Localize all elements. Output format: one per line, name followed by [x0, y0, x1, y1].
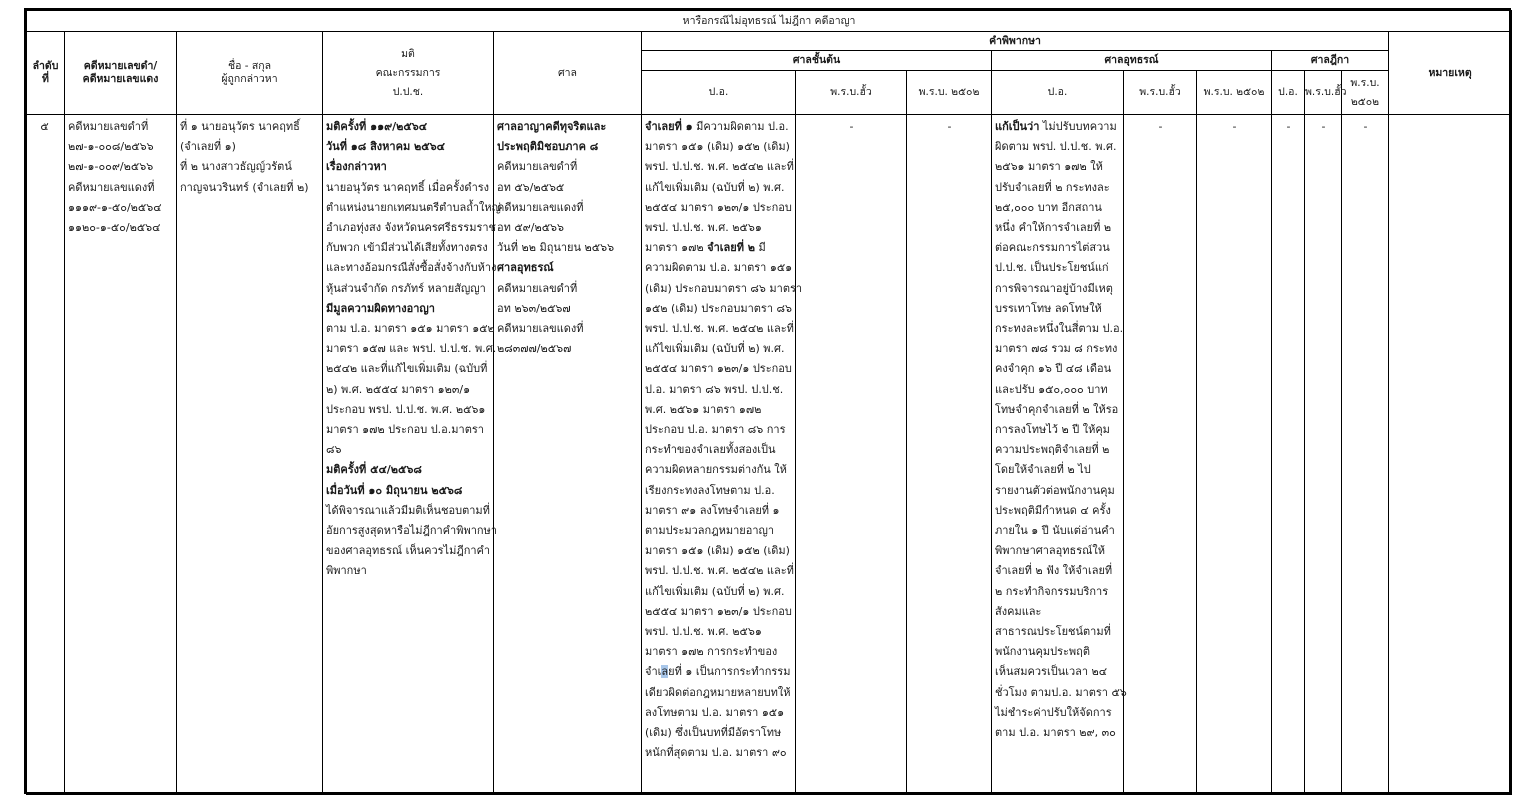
text-segment: ๒๕๕๔ มาตรา ๑๒๓/๑ ประกอบ	[645, 200, 792, 214]
text-segment: พ.ศ. ๒๕๖๑ มาตรา ๑๗๒	[645, 402, 762, 416]
appeal-penal-line	[995, 339, 1121, 359]
first-penal-line	[645, 541, 793, 561]
text-segment: มาตรา ๗๘ รวม ๘ กระทง	[995, 342, 1118, 356]
first-penal-line	[645, 420, 793, 440]
text-segment: มาตรา ๙๑ ลงโทษจำเลยที่ ๑	[645, 503, 780, 517]
court-text	[497, 117, 639, 359]
header-appeal-penal: ป.อ.	[992, 71, 1124, 115]
text-segment: ๒๕๖๑ มาตรา ๑๗๒ ให้	[995, 160, 1103, 174]
resolution-line: อัยการสูงสุดหารือไม่ฎีกาคำพิพากษา	[326, 524, 497, 538]
header-order-line: ที่	[42, 73, 49, 85]
text-segment: พรป. ป.ป.ช. พ.ศ. ๒๕๔๒ และที่	[645, 160, 794, 174]
appeal-penal-line	[995, 602, 1121, 622]
text-segment: ไม่ปรับบทความ	[1039, 120, 1117, 133]
header-first-court: ศาลชั้นต้น	[642, 51, 992, 71]
first-penal-line	[645, 662, 793, 682]
header-appeal-act-2502: พ.ร.บ. ๒๕๐๒	[1197, 71, 1272, 115]
text-segment: มี	[755, 241, 766, 255]
appeal-penal-text	[995, 117, 1127, 743]
text-segment: ผิดตาม พรป. ป.ป.ช. พ.ศ.	[995, 140, 1117, 154]
text-segment: กระทงละหนึ่งในสี่ตาม ป.อ.	[995, 322, 1124, 336]
row-appeal-penal	[992, 115, 1127, 795]
header-appeal-act-old: พ.ร.บ.ฮั้ว	[1124, 71, 1197, 115]
text-segment: จำเลยที่ ๑	[645, 120, 693, 133]
header-name-line: ผู้ถูกกล่าวหา	[221, 73, 278, 85]
appeal-penal-line	[995, 258, 1121, 278]
text-segment: สาธารณประโยชน์ตามที่	[995, 625, 1111, 639]
text-segment: โทษจำคุกจำเลยที่ ๒ ให้รอ	[995, 402, 1119, 416]
appeal-penal-line	[995, 319, 1124, 339]
resolution-line: หุ้นส่วนจำกัด กรภัทร์ หลายสัญญา	[326, 281, 486, 295]
appeal-penal-line	[995, 178, 1121, 198]
court-line: ศาลอาญาคดีทุจริตและ	[497, 120, 607, 133]
appeal-penal-line	[995, 481, 1121, 501]
header-case-no	[65, 32, 177, 115]
text-segment: แก้ไขเพิ่มเติม (ฉบับที่ ๒) พ.ศ.	[645, 180, 785, 194]
appeal-penal-line	[995, 622, 1121, 642]
text-segment: จำเลยที่ ๒ ฟัง ให้จำเลยที่	[995, 564, 1113, 578]
first-penal-line	[645, 380, 793, 400]
appeal-penal-line	[995, 561, 1121, 581]
text-segment: รายงานตัวต่อพนักงานคุม	[995, 483, 1115, 497]
header-order	[27, 32, 65, 115]
dash-value: -	[849, 120, 854, 133]
text-segment: พรป. ป.ป.ช. พ.ศ. ๒๕๖๑	[645, 625, 762, 639]
case-no-line: ๑๑๒๐-๑-๕๐/๒๕๖๔	[68, 221, 161, 235]
text-segment: ๒๕,๐๐๐ บาท อีกสถาน	[995, 200, 1102, 214]
text-segment: หนักที่สุดตาม ป.อ. มาตรา ๙๐	[645, 746, 787, 760]
first-penal-line	[645, 319, 793, 339]
text-segment: ๒ กระทำกิจกรรมบริการ	[995, 584, 1109, 598]
table-row	[27, 115, 1512, 795]
text-segment: ตามประมวลกฎหมายอาญา	[645, 524, 775, 538]
row-name	[177, 115, 323, 795]
first-penal-line	[645, 521, 793, 541]
first-penal-line	[645, 561, 793, 581]
resolution-line: ๒๕๔๒ และที่แก้ไขเพิ่มเติม (ฉบับที่	[326, 362, 488, 376]
first-penal-line	[645, 582, 793, 602]
resolution-line: ตาม ป.อ. มาตรา ๑๕๑ มาตรา ๑๕๒	[326, 322, 495, 336]
court-line: ๒๘๓๗๗/๒๕๖๗	[497, 342, 572, 356]
text-segment: จำเ	[645, 665, 662, 679]
header-order-line: ลำดับ	[32, 60, 59, 72]
court-line: คดีหมายเลขแดงที่	[497, 200, 584, 214]
first-penal-line	[645, 359, 793, 379]
text-segment: เรียงกระทงลงโทษตาม ป.อ.	[645, 483, 775, 497]
first-penal-line	[645, 723, 793, 743]
text-segment: พรป. ป.ป.ช. พ.ศ. ๒๕๔๒ และที่	[645, 322, 794, 336]
appeal-penal-line	[995, 198, 1121, 218]
text-segment: ความผิดหลายกรรมต่างกัน ให้	[645, 463, 787, 477]
text-segment: ความผิดตาม ป.อ. มาตรา ๑๕๑	[645, 261, 793, 275]
header-supreme-act-2502	[1342, 71, 1389, 115]
resolution-line: เมื่อวันที่ ๑๐ มิถุนายน ๒๕๖๘	[326, 483, 463, 497]
row-order: ๕	[27, 115, 65, 795]
resolution-line: ได้พิจารณาแล้วมีมติเห็นชอบตามที่	[326, 503, 490, 517]
text-segment: ยที่ ๑ เป็นการกระทำกรรม	[668, 665, 791, 679]
table-title: หารือกรณีไม่อุทธรณ์ ไม่ฎีกา คดีอาญา	[27, 11, 1512, 32]
resolution-line: ๘๖	[326, 443, 342, 457]
text-segment: ความประพฤติจำเลยที่ ๒	[995, 443, 1110, 457]
court-line: ประพฤติมิชอบภาค ๘	[497, 140, 599, 154]
appeal-penal-line	[995, 440, 1121, 460]
text-segment: ภายใน ๑ ปี นับแต่อ่านคำ	[995, 524, 1115, 538]
text-segment: แก้ไขเพิ่มเติม (ฉบับที่ ๒) พ.ศ.	[645, 584, 785, 598]
row-supreme-penal	[1272, 115, 1305, 795]
appeal-penal-line	[995, 400, 1121, 420]
first-penal-line	[645, 743, 793, 763]
first-penal-line	[645, 642, 793, 662]
resolution-line: มติครั้งที่ ๕๔/๒๕๖๘	[326, 463, 422, 477]
resolution-line: กับพวก เข้ามีส่วนได้เสียทั้งทางตรง	[326, 241, 488, 255]
appeal-penal-line	[995, 683, 1127, 703]
appeal-penal-line	[995, 359, 1121, 379]
first-penal-text	[645, 117, 803, 764]
first-penal-line	[645, 157, 793, 177]
appeal-penal-line	[995, 117, 1121, 137]
row-appeal-act-2502	[1197, 115, 1272, 795]
text-segment: ๑๕๒ (เดิม) ประกอบมาตรา ๘๖	[645, 301, 792, 315]
text-segment: กระทำของจำเลยทั้งสองเป็น	[645, 443, 776, 457]
appeal-penal-line	[995, 501, 1121, 521]
text-segment: ป.อ. มาตรา ๘๖ พรป. ป.ป.ช.	[645, 382, 784, 396]
text-segment: มาตรา ๑๕๑ (เดิม) ๑๕๒ (เดิม)	[645, 140, 790, 154]
first-penal-line	[645, 137, 793, 157]
appeal-penal-line	[995, 299, 1121, 319]
name-line: (จำเลยที่ ๑)	[180, 140, 236, 154]
appeal-penal-line	[995, 238, 1121, 258]
header-supreme-court: ศาลฎีกา	[1272, 51, 1389, 71]
header-resolution-line: มติ	[401, 47, 415, 60]
dash-value: -	[947, 120, 952, 133]
resolution-line: มาตรา ๑๕๗ และ พรป. ป.ป.ช. พ.ศ.	[326, 342, 497, 356]
row-supreme-act-2502	[1342, 115, 1389, 795]
header-supreme-act-line: ๒๕๐๒	[1350, 95, 1380, 108]
case-no-line: ๒๗-๑-๐๐๘/๒๕๖๖	[68, 140, 154, 154]
header-judgment: คำพิพากษา	[642, 32, 1389, 51]
header-remarks: หมายเหตุ	[1389, 32, 1512, 115]
header-court: ศาล	[494, 32, 642, 115]
appeal-penal-line	[995, 380, 1121, 400]
row-first-penal	[642, 115, 803, 795]
row-court	[494, 115, 642, 795]
court-line: อท ๕๖/๒๕๖๕	[497, 180, 565, 194]
text-segment: ไม่ชำระค่าปรับให้จัดการ	[995, 705, 1112, 719]
appeal-penal-line	[995, 137, 1121, 157]
first-penal-line	[645, 299, 793, 319]
first-penal-line	[645, 218, 793, 238]
text-segment: การพิจารณาอยู่บ้างมีเหตุ	[995, 281, 1113, 295]
resolution-line: พิพากษา	[326, 564, 367, 578]
first-penal-line	[645, 339, 793, 359]
text-segment: โดยให้จำเลยที่ ๒ ไป	[995, 463, 1091, 477]
header-name-line: ชื่อ - สกุล	[227, 60, 272, 72]
text-segment: พรป. ป.ป.ช. พ.ศ. ๒๕๔๒ และที่	[645, 564, 794, 578]
court-line: อท ๕๙/๒๕๖๖	[497, 221, 564, 235]
resolution-line: ประกอบ พรป. ป.ป.ช. พ.ศ. ๒๕๖๑	[326, 402, 486, 416]
header-appeal-court: ศาลอุทธรณ์	[992, 51, 1272, 71]
header-case-no-line: คดีหมายเลขดำ/	[83, 60, 158, 72]
text-segment: หนึ่ง คำให้การจำเลยที่ ๒	[995, 221, 1112, 235]
first-penal-line	[645, 117, 793, 137]
text-segment: ปรับจำเลยที่ ๒ กระทงละ	[995, 180, 1110, 194]
text-segment: ตาม ป.อ. มาตรา ๒๙, ๓๐	[995, 726, 1116, 740]
first-penal-line	[645, 198, 793, 218]
text-segment: (เดิม) ประกอบมาตรา ๘๖ มาตรา	[645, 281, 803, 295]
court-line: วันที่ ๒๒ มิถุนายน ๒๕๖๖	[497, 241, 615, 255]
resolution-line: เรื่องกล่าวหา	[326, 160, 387, 174]
row-supreme-act-old	[1305, 115, 1342, 795]
first-penal-line	[645, 683, 793, 703]
first-penal-line	[645, 481, 793, 501]
first-penal-line	[645, 460, 793, 480]
header-name	[177, 32, 323, 115]
text-segment: ต่อคณะกรรมการไต่สวน	[995, 241, 1110, 255]
appeal-penal-line	[995, 723, 1121, 743]
header-first-act-old: พ.ร.บ.ฮั้ว	[796, 71, 907, 115]
first-penal-line	[645, 279, 803, 299]
first-penal-line	[645, 501, 793, 521]
text-selection-highlight: ล	[661, 665, 669, 679]
resolution-line: อำเภอทุ่งสง จังหวัดนครศรีธรรมราช	[326, 221, 497, 235]
header-first-act-2502: พ.ร.บ. ๒๕๐๒	[907, 71, 992, 115]
text-segment: มาตรา ๑๕๑ (เดิม) ๑๕๒ (เดิม)	[645, 544, 790, 558]
text-segment: แก้ไขเพิ่มเติม (ฉบับที่ ๒) พ.ศ.	[645, 342, 785, 356]
row-resolution	[323, 115, 502, 795]
row-remarks	[1389, 115, 1512, 795]
text-segment: เดียวผิดต่อกฎหมายหลายบทให้	[645, 685, 791, 699]
text-segment: ๒๕๕๔ มาตรา ๑๒๓/๑ ประกอบ	[645, 604, 792, 618]
dash-value: -	[1158, 120, 1163, 133]
header-resolution-line: คณะกรรมการ	[375, 66, 441, 79]
document-table-frame	[24, 8, 1511, 794]
resolution-line: มติครั้งที่ ๑๑๙/๒๕๖๔	[326, 120, 428, 133]
text-segment: พนักงานคุมประพฤติ	[995, 645, 1090, 659]
dash-value: -	[1232, 120, 1237, 133]
first-penal-line	[645, 178, 793, 198]
dash-value: -	[1363, 120, 1368, 133]
dash-value: -	[1321, 120, 1326, 133]
resolution-line: วันที่ ๑๘ สิงหาคม ๒๕๖๔	[326, 140, 445, 154]
text-segment: ป.ป.ช. เป็นประโยชน์แก่	[995, 261, 1109, 275]
first-penal-line	[645, 703, 793, 723]
first-penal-line	[645, 440, 793, 460]
resolution-text	[326, 117, 502, 582]
header-supreme-act-line: พ.ร.บ.	[1350, 76, 1380, 89]
dash-value: -	[1286, 120, 1291, 133]
appeal-penal-line	[995, 642, 1121, 662]
court-line: ศาลอุทธรณ์	[497, 261, 554, 275]
text-segment: การลงโทษไว้ ๒ ปี ให้คุม	[995, 423, 1110, 437]
row-first-act-old	[796, 115, 907, 795]
court-line: คดีหมายเลขแดงที่	[497, 322, 584, 336]
case-table	[26, 10, 1512, 795]
appeal-penal-line	[995, 582, 1121, 602]
resolution-line: ตำแหน่งนายกเทศมนตรีตำบลถ้ำใหญ่	[326, 200, 502, 214]
text-segment: ประพฤติมีกำหนด ๔ ครั้ง	[995, 503, 1111, 517]
appeal-penal-line	[995, 703, 1121, 723]
text-segment: เห็นสมควรเป็นเวลา ๒๔	[995, 665, 1108, 679]
first-penal-line	[645, 602, 793, 622]
text-segment: คงจำคุก ๑๖ ปี ๔๘ เดือน	[995, 362, 1112, 376]
appeal-penal-line	[995, 460, 1121, 480]
appeal-penal-line	[995, 521, 1121, 541]
text-segment: ลงโทษตาม ป.อ. มาตรา ๑๕๑	[645, 705, 785, 719]
text-segment: สังคมและ	[995, 604, 1042, 618]
header-first-penal: ป.อ.	[642, 71, 796, 115]
header-supreme-penal: ป.อ.	[1272, 71, 1305, 115]
resolution-line: และทางอ้อมกรณีสั่งซื้อสั่งจ้างกับห้าง	[326, 261, 497, 275]
resolution-line: ๒) พ.ศ. ๒๕๕๔ มาตรา ๑๒๓/๑	[326, 382, 471, 396]
appeal-penal-line	[995, 157, 1121, 177]
first-penal-line	[645, 622, 793, 642]
appeal-penal-line	[995, 541, 1121, 561]
resolution-line: ของศาลอุทธรณ์ เห็นควรไม่ฎีกาคำ	[326, 544, 491, 558]
case-no-line: ๒๗-๑-๐๐๙/๒๕๖๖	[68, 160, 154, 174]
court-line: อท ๒๖๓/๒๕๖๗	[497, 301, 571, 315]
appeal-penal-line	[995, 420, 1121, 440]
resolution-line: มีมูลความผิดทางอาญา	[326, 301, 435, 315]
court-line: คดีหมายเลขดำที่	[497, 160, 578, 174]
text-segment: (เดิม) ซึ่งเป็นบทที่มีอัตราโทษ	[645, 726, 782, 740]
appeal-penal-line	[995, 662, 1121, 682]
header-resolution	[323, 32, 494, 115]
text-segment: บรรเทาโทษ ลดโทษให้	[995, 301, 1102, 315]
case-no-line: ๑๑๑๙-๑-๕๐/๒๕๖๔	[68, 200, 162, 214]
case-no-line: คดีหมายเลขแดงที่	[68, 180, 155, 194]
header-supreme-act-old: พ.ร.บ.ฮั้ว	[1305, 71, 1342, 115]
name-line: ที่ ๑ นายอนุวัตร นาคฤทธิ์	[180, 120, 300, 133]
text-segment: จำเลยที่ ๒	[707, 241, 756, 255]
text-segment: ชั่วโมง ตามป.อ. มาตรา ๕๖	[995, 685, 1127, 699]
appeal-penal-line	[995, 279, 1121, 299]
first-penal-line	[645, 238, 793, 258]
row-first-act-2502	[907, 115, 992, 795]
appeal-penal-line	[995, 218, 1121, 238]
text-segment: มีความผิดตาม ป.อ.	[692, 120, 789, 133]
name-line: ที่ ๒ นางสาวธัญญ์วรัตน์	[180, 160, 292, 174]
first-penal-line	[645, 258, 793, 278]
text-segment: มาตรา ๑๗๒	[645, 241, 708, 255]
resolution-line: นายอนุวัตร นาคฤทธิ์ เมื่อครั้งดำรง	[326, 180, 490, 194]
text-segment: มาตรา ๑๗๒ การกระทำของ	[645, 645, 778, 659]
text-segment: ประกอบ ป.อ. มาตรา ๘๖ การ	[645, 423, 786, 437]
text-segment: พรป. ป.ป.ช. พ.ศ. ๒๕๖๑	[645, 221, 762, 235]
text-segment: พิพากษาศาลอุทธรณ์ให้	[995, 544, 1105, 558]
header-case-no-line: คดีหมายเลขแดง	[82, 73, 159, 85]
case-no-line: คดีหมายเลขดำที่	[68, 120, 149, 133]
text-segment: แก้เป็นว่า	[995, 120, 1040, 133]
first-penal-line	[645, 400, 793, 420]
text-segment: ๒๕๕๔ มาตรา ๑๒๓/๑ ประกอบ	[645, 362, 792, 376]
name-line: กาญจนวรินทร์ (จำเลยที่ ๒)	[180, 180, 309, 194]
header-resolution-line: ป.ป.ช.	[392, 85, 424, 98]
resolution-line: มาตรา ๑๗๒ ประกอบ ป.อ.มาตรา	[326, 423, 484, 437]
row-appeal-act-old	[1124, 115, 1197, 795]
row-case-no	[65, 115, 177, 795]
court-line: คดีหมายเลขดำที่	[497, 281, 578, 295]
text-segment: และปรับ ๑๕๐,๐๐๐ บาท	[995, 382, 1108, 396]
